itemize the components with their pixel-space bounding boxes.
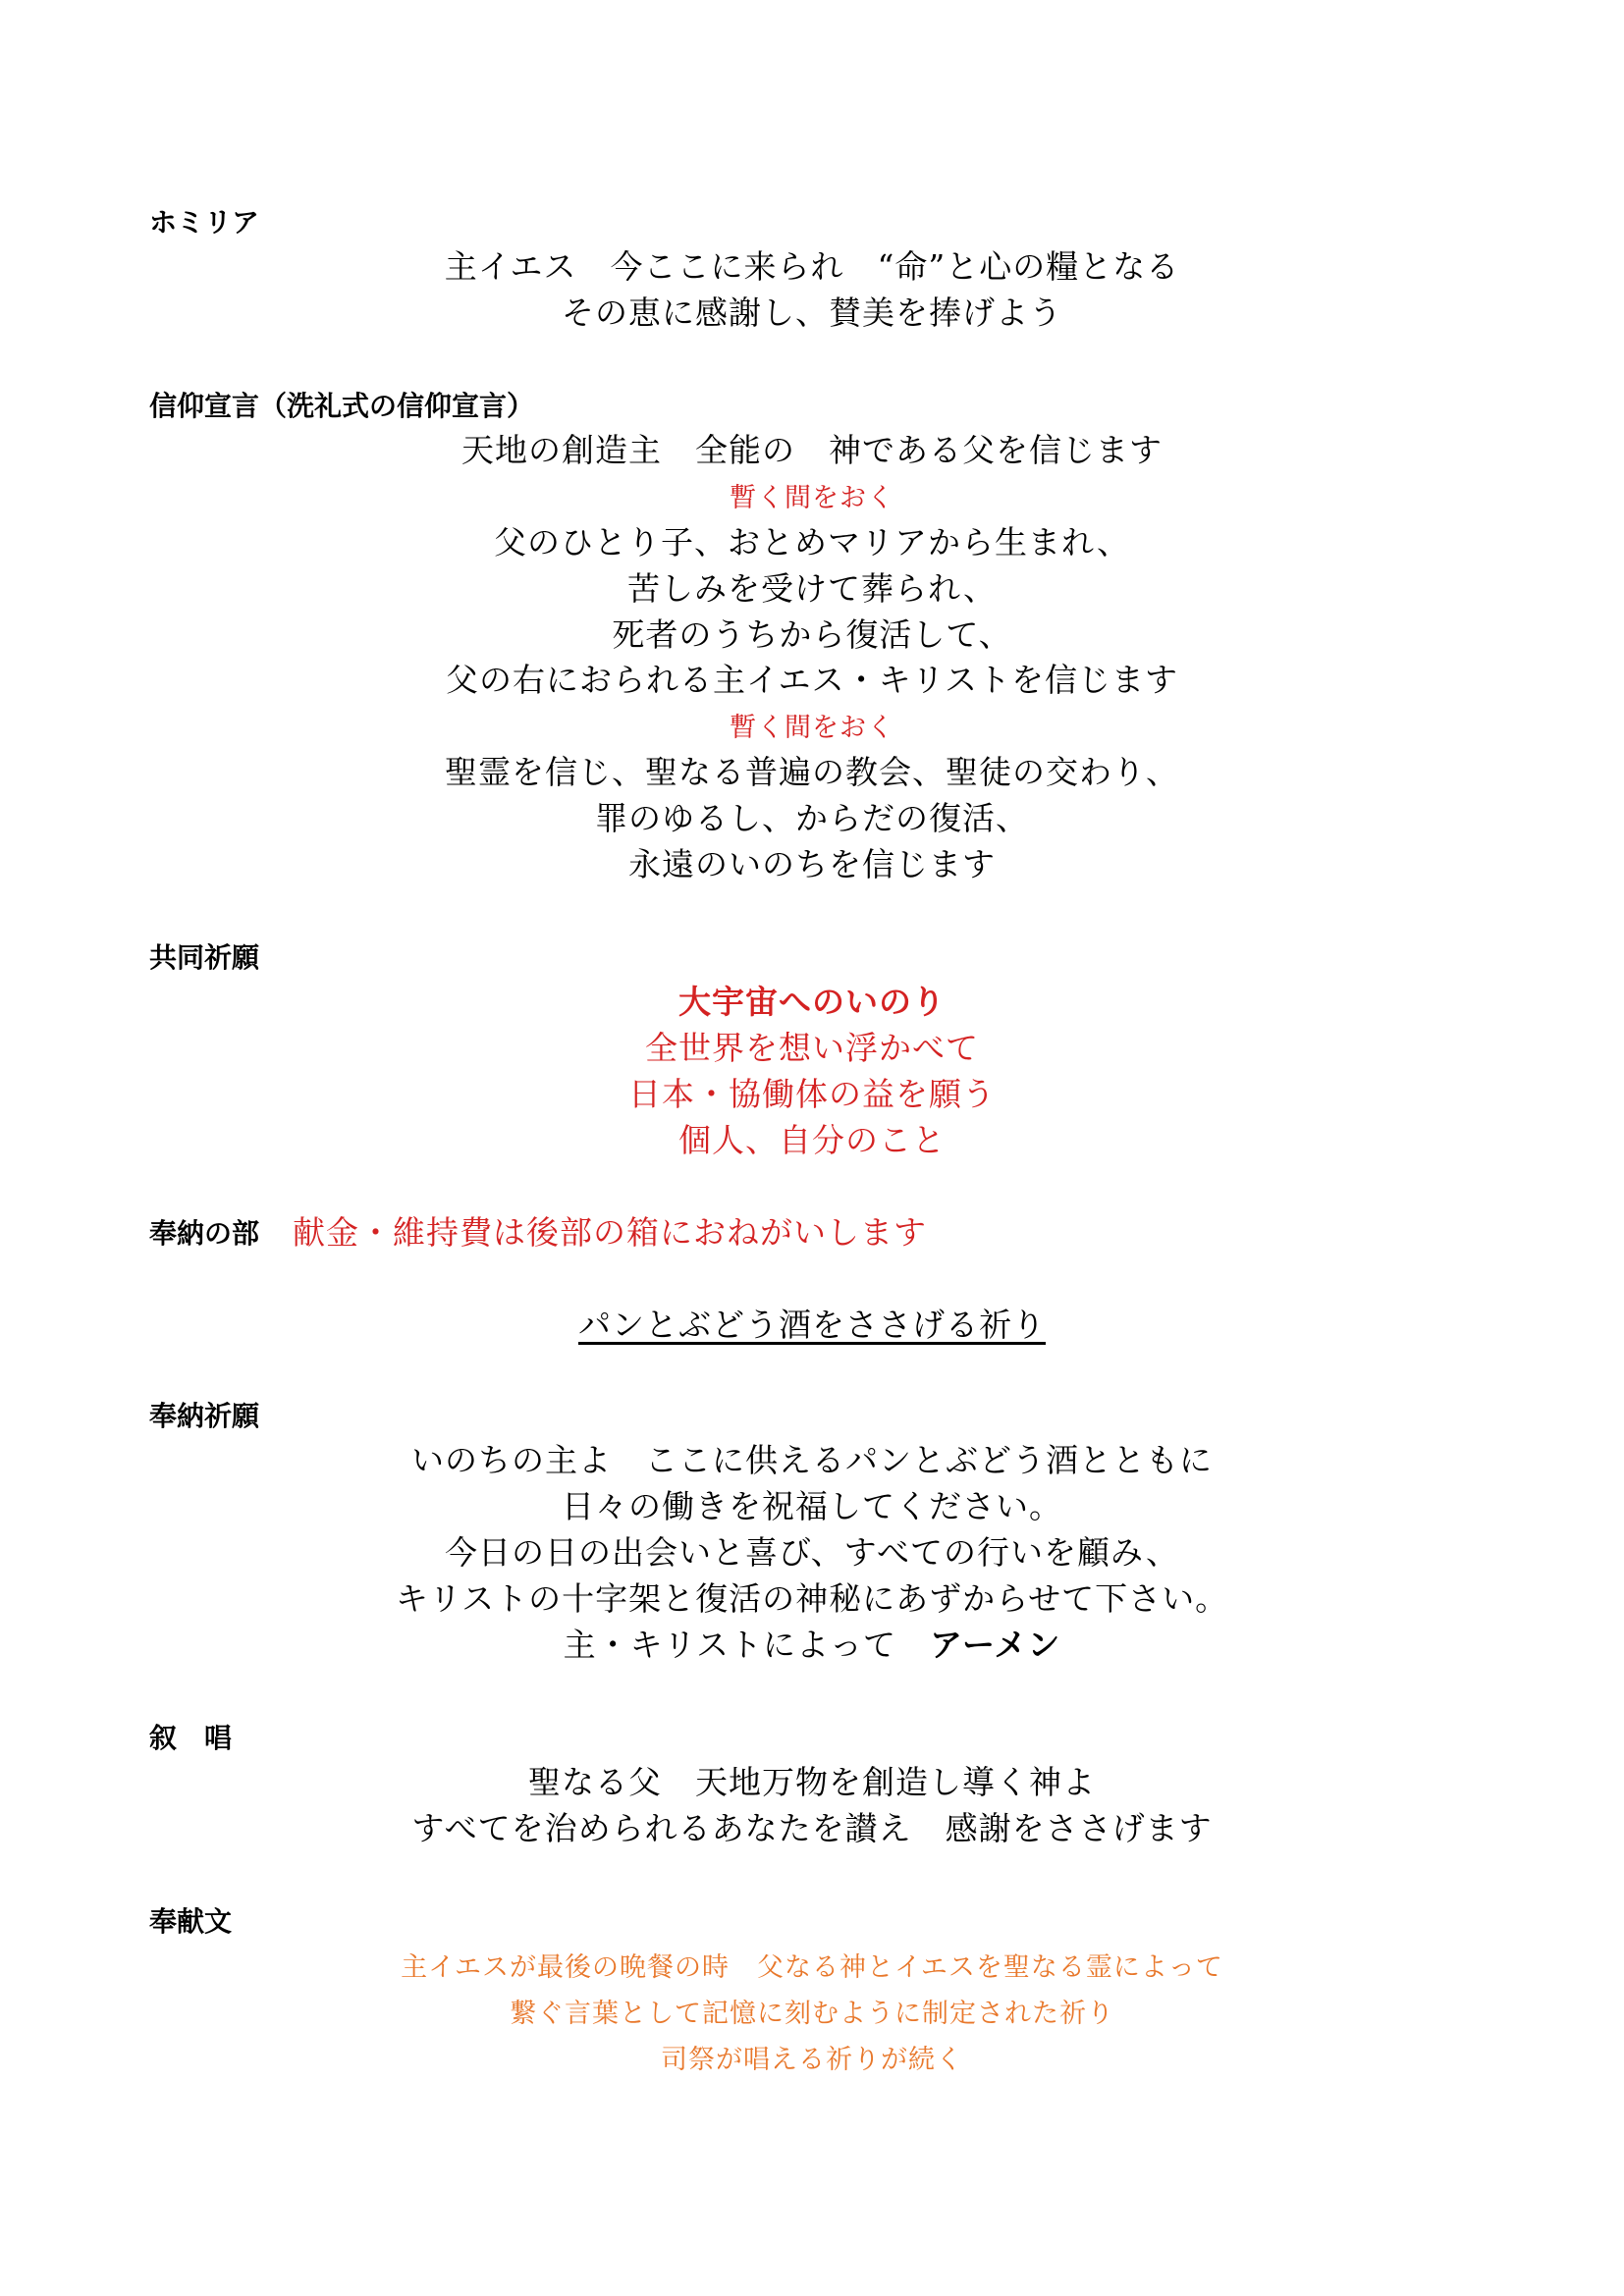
offertory-amen: アーメン [929, 1626, 1061, 1664]
chant-heading: 叙 唱 [149, 1722, 233, 1754]
creed-line-6: 聖霊を信じ、聖なる普遍の教会、聖徒の交わり、 [445, 753, 1179, 791]
creed-line-1: 天地の創造主 全能の 神である父を信じます [461, 431, 1163, 469]
common-prayer-heading: 共同祈願 [149, 941, 260, 974]
homily-line-2: その恵に感謝し、賛美を捧げよう [562, 294, 1062, 332]
bread-wine-title: パンとぶどう酒をささげる祈り [578, 1306, 1046, 1344]
dedication-line-2: 繋ぐ言葉として記憶に刻むように制定された祈り [510, 1999, 1114, 2029]
offering-heading: 奉納の部 [149, 1217, 260, 1250]
creed-line-3: 苦しみを受けて葬られ、 [627, 569, 997, 608]
creed-line-7: 罪のゆるし、からだの復活、 [595, 799, 1029, 837]
homily-line-1: 主イエス 今ここに来られ “命”と心の糧となる [444, 247, 1180, 286]
creed-line-2: 父のひとり子、おとめマリアから生まれ、 [494, 523, 1130, 561]
common-prayer-title: 大宇宙へのいのり [678, 983, 946, 1021]
common-prayer-line-2: 日本・協働体の益を願う [628, 1075, 996, 1113]
creed-heading: 信仰宣言（洗礼式の信仰宣言） [149, 390, 535, 422]
offertory-closing-line [0, 1624, 1624, 1667]
creed-pause-2: 暫く間をおく [730, 713, 894, 743]
offertory-line-3: 今日の日の出会いと喜び、すべての行いを顧み、 [445, 1533, 1179, 1572]
common-prayer-line-3: 個人、自分のこと [678, 1121, 946, 1159]
offertory-line-2: 日々の働きを祝福してください。 [562, 1487, 1062, 1525]
offertory-line-1: いのちの主よ ここに供えるパンとぶどう酒とともに [411, 1441, 1213, 1479]
common-prayer-line-1: 全世界を想い浮かべて [645, 1029, 979, 1067]
dedication-line-3: 司祭が唱える祈りが続く [661, 2045, 963, 2075]
creed-line-5: 父の右におられる主イエス・キリストを信じます [445, 661, 1179, 699]
offertory-closing: 主・キリストによって [563, 1626, 930, 1664]
offering-note: 献金・維持費は後部の箱におねがいします [293, 1213, 927, 1252]
homily-heading: ホミリア [149, 206, 260, 239]
chant-line-1: 聖なる父 天地万物を創造し導く神よ [528, 1763, 1096, 1801]
dedication-line-1: 主イエスが最後の晩餐の時 父なる神とイエスを聖なる霊によって [401, 1952, 1223, 1983]
creed-line-8: 永遠のいのちを信じます [628, 845, 996, 883]
creed-line-4: 死者のうちから復活して、 [612, 615, 1012, 654]
offertory-line-4: キリストの十字架と復活の神秘にあずからせて下さい。 [395, 1579, 1229, 1618]
chant-line-2: すべてを治められるあなたを讃え 感謝をささげます [411, 1809, 1213, 1847]
creed-pause-1: 暫く間をおく [730, 483, 894, 513]
offertory-prayer-heading: 奉納祈願 [149, 1400, 260, 1432]
dedication-heading: 奉献文 [149, 1905, 233, 1938]
